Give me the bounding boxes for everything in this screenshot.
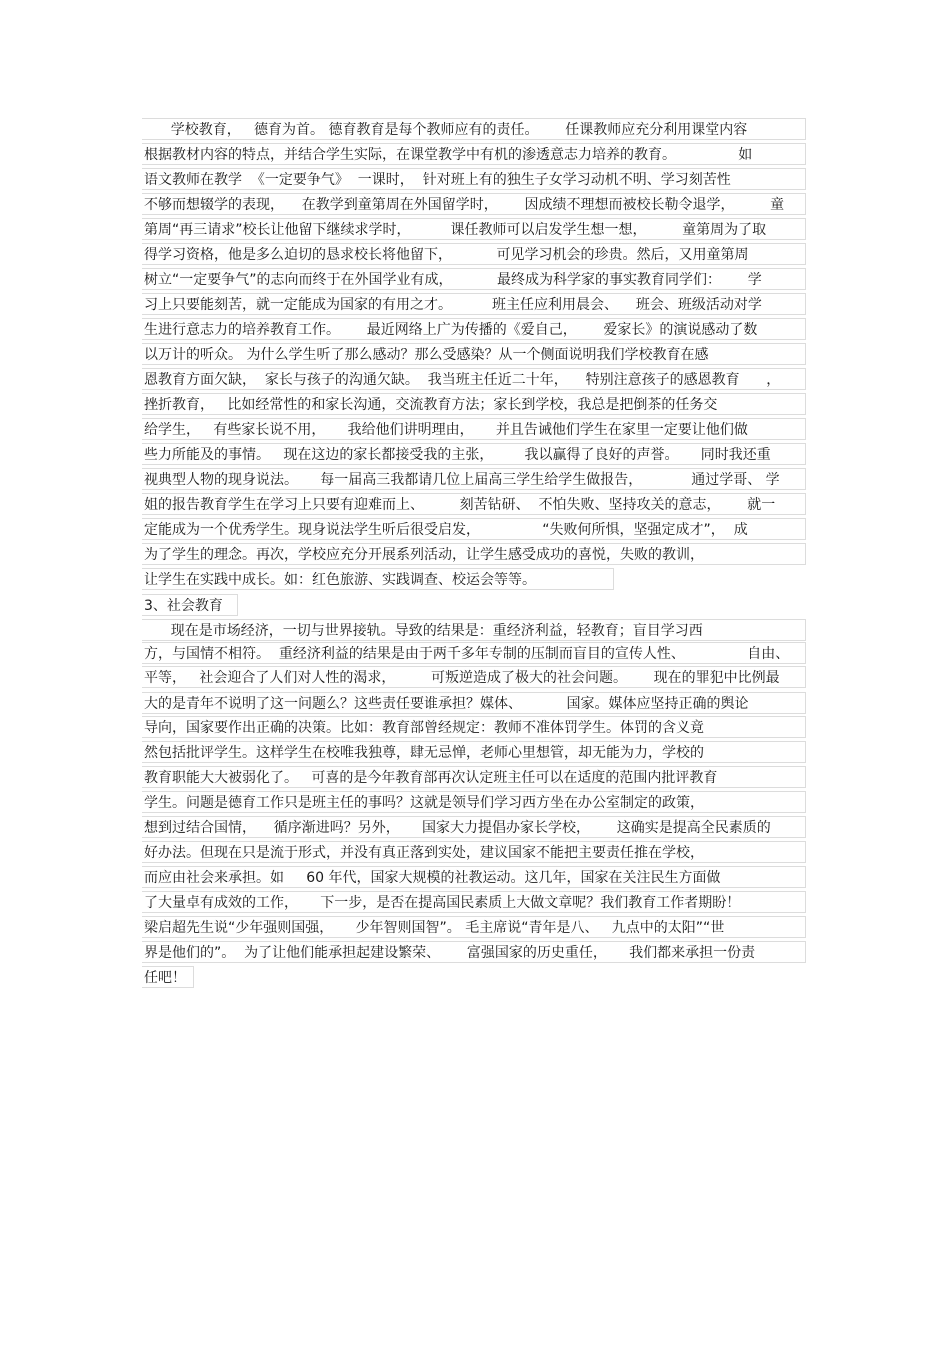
text-line: 学生。问题是德育工作只是班主任的事吗？这就是领导们学习西方坐在办公室制定的政策， [142, 791, 806, 813]
text-line: 第周“再三请求”校长让他留下继续求学时， 课任教师可以启发学生想一想， 童第周为了取 [142, 218, 806, 240]
text-line: 梁启超先生说“少年强则国强， 少年智则国智”。 毛主席说“青年是八、 九点中的太阳”“世 [142, 916, 806, 938]
text-line: 教育职能大大被弱化了。 可喜的是今年教育部再次认定班主任可以在适度的范围内批评教育 [142, 766, 806, 788]
text-line: 挫折教育， 比如经常性的和家长沟通，交流教育方法；家长到学校，我总是把倒茶的任务交 [142, 393, 806, 415]
text-line: 大的是青年不说明了这一问题么？这些责任要谁承担？媒体、 国家。媒体应坚持正确的舆论 [142, 692, 806, 714]
text-line: 根据教材内容的特点，并结合学生实际，在课堂教学中有机的渗透意志力培养的教育。 如 [142, 143, 806, 165]
text-line: 得学习资格，他是多么迫切的恳求校长将他留下， 可见学习机会的珍贵。然后，又用童第周 [142, 243, 806, 265]
text-line: 然包括批评学生。这样学生在校唯我独尊，肆无忌惮，老师心里想管，却无能为力，学校的 [142, 741, 806, 763]
text-line: 现在是市场经济，一切与世界接轨。导致的结果是：重经济利益，轻教育；盲目学习西 [142, 619, 806, 641]
text-line: 界是他们的”。 为了让他们能承担起建设繁荣、 富强国家的历史重任， 我们都来承担一份责 [142, 941, 806, 963]
text-line: 为了学生的理念。再次，学校应充分开展系列活动，让学生感受成功的喜悦，失败的教训， [142, 543, 806, 565]
text-line: 给学生， 有些家长说不用， 我给他们讲明理由， 并且告诫他们学生在家里一定要让他们做 [142, 418, 806, 440]
text-line: 而应由社会来承担。如 60 年代，国家大规模的社教运动。这几年，国家在关注民生方面做 [142, 866, 806, 888]
text-line: 学校教育， 德育为首。 德育教育是每个教师应有的责任。 任课教师应充分利用课堂内容 [142, 118, 806, 140]
text-line: 些力所能及的事情。 现在这边的家长都接受我的主张， 我以赢得了良好的声誉。 同时我还重 [142, 443, 806, 465]
text-line: 任吧！ [142, 966, 194, 988]
text-line: 好办法。但现在只是流于形式，并没有真正落到实处，建议国家不能把主要责任推在学校， [142, 841, 806, 863]
text-line: 想到过结合国情， 循序渐进吗？另外， 国家大力提倡办家长学校， 这确实是提高全民素质的 [142, 816, 806, 838]
text-line: 姐的报告教育学生在学习上只要有迎难而上、 刻苦钻研、 不怕失败、坚持攻关的意志， 就一 [142, 493, 806, 515]
text-line: 让学生在实践中成长。如：红色旅游、实践调查、校运会等等。 [142, 568, 614, 590]
text-line: 不够而想辍学的表现， 在教学到童第周在外国留学时， 因成绩不理想而被校长勒令退学， 童 [142, 193, 806, 215]
section-heading: 3、社会教育 [142, 594, 238, 616]
text-line: 习上只要能刻苦，就一定能成为国家的有用之才。 班主任应利用晨会、 班会、班级活动对学 [142, 293, 806, 315]
text-line: 方，与国情不相符。 重经济利益的结果是由于两千多年专制的压制而盲目的宣传人性、 自由、 [142, 642, 806, 664]
text-line: 语文教师在教学 《一定要争气》 一课时， 针对班上有的独生子女学习动机不明、学习刻苦性 [142, 168, 806, 190]
text-line: 了大量卓有成效的工作， 下一步，是否在提高国民素质上大做文章呢？我们教育工作者期盼！ [142, 891, 806, 913]
text-line: 平等， 社会迎合了人们对人性的渴求， 可叛逆造成了极大的社会问题。 现在的罪犯中比例最 [142, 666, 806, 688]
text-line: 恩教育方面欠缺， 家长与孩子的沟通欠缺。 我当班主任近二十年， 特别注意孩子的感恩教育 ， [142, 368, 806, 390]
text-line: 树立“一定要争气”的志向而终于在外国学业有成， 最终成为科学家的事实教育同学们： 学 [142, 268, 806, 290]
text-line: 定能成为一个优秀学生。现身说法学生听后很受启发， “失败何所惧，坚强定成才”， 成 [142, 518, 806, 540]
text-line: 生进行意志力的培养教育工作。 最近网络上广为传播的《爱自己， 爱家长》的演说感动了数 [142, 318, 806, 340]
text-line: 导向，国家要作出正确的决策。比如：教育部曾经规定：教师不准体罚学生。体罚的含义竟 [142, 716, 806, 738]
text-line: 视典型人物的现身说法。 每一届高三我都请几位上届高三学生给学生做报告， 通过学哥、 学 [142, 468, 806, 490]
text-line: 以万计的听众。 为什么学生听了那么感动？那么受感染？从一个侧面说明我们学校教育在感 [142, 343, 806, 365]
